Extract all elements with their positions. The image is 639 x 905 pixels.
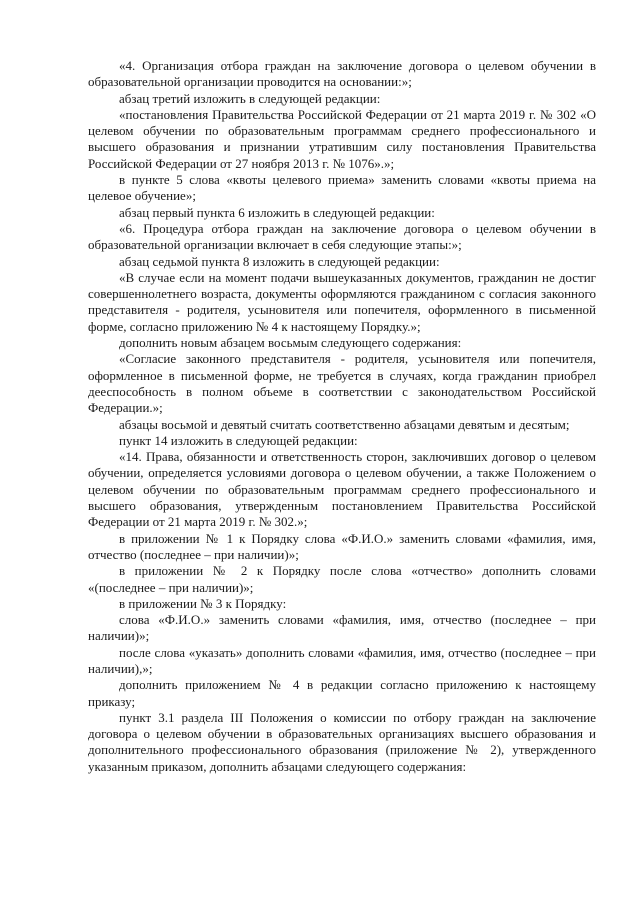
paragraph: в пункте 5 слова «квоты целевого приема» заменить словами «квоты приема на целевое обучение»;	[88, 172, 596, 204]
document-body	[88, 58, 596, 775]
paragraph: пункт 3.1 раздела III Положения о комиссии по отбору граждан на заключение договора о целевом обучении в образовательных организациях высшего образования и дополнительного профессионального образования (приложение № 2), утвержденного указанным приказом, дополнить абзацами следующего содержания:	[88, 709, 596, 774]
paragraph: в приложении № 3 к Порядку:	[119, 595, 287, 611]
paragraph: «6. Процедура отбора граждан на заключение договора о целевом обучении в образовательной организации включает в себя следующие этапы:»;	[88, 220, 596, 253]
paragraph: пункт 14 изложить в следующей редакции:	[119, 432, 358, 448]
paragraph: «В случае если на момент подачи вышеуказанных документов, гражданин не достиг совершеннолетнего возраста, документы оформляются гражданином с согласия законного представителя - родителя, усыновителя или попечителя, оформленного в письменной форме, согласно приложению № 4 к настоящему Порядку.»;	[88, 269, 596, 334]
paragraph: «постановления Правительства Российской Федерации от 21 марта 2019 г. № 302 «О целевом обучении по образовательным программам среднего профессионального и высшего образования и признании утратившим силу постановления Правительства Российской Федерации от 27 ноября 2013 г. № 1076».»;	[88, 106, 596, 171]
paragraph: «14. Права, обязанности и ответственность сторон, заключивших договор о целевом обучении, определяется условиями договора о целевом обучении, а также Положением о целевом обучении по образовательным программам среднего профессионального и высшего образования, утвержденным постановлением Правительства Российской Федерации от 21 марта 2019 г. № 302.»;	[88, 449, 596, 530]
paragraph: дополнить новым абзацем восьмым следующего содержания:	[119, 335, 462, 351]
paragraph: абзац седьмой пункта 8 изложить в следующей редакции:	[119, 253, 440, 269]
paragraph: в приложении № 2 к Порядку после слова «отчество» дополнить словами «(последнее – при наличии)»;	[88, 563, 596, 595]
paragraph: «Согласие законного представителя - родителя, усыновителя или попечителя, оформленное в письменной форме, не требуется в случаях, когда гражданин приобрел дееспособность в полном объеме в соответствии с законодательством Российской Федерации.»;	[88, 351, 596, 416]
paragraph: после слова «указать» дополнить словами «фамилия, имя, отчество (последнее – при наличии),»;	[88, 644, 596, 676]
paragraph: слова «Ф.И.О.» заменить словами «фамилия, имя, отчество (последнее – при наличии)»;	[88, 612, 596, 644]
paragraph: абзац третий изложить в следующей редакции:	[119, 90, 381, 106]
paragraph: дополнить приложением № 4 в редакции согласно приложению к настоящему приказу;	[88, 677, 596, 709]
paragraph: абзац первый пункта 6 изложить в следующей редакции:	[119, 204, 435, 220]
paragraph: абзацы восьмой и девятый считать соответственно абзацами девятым и десятым;	[119, 416, 570, 432]
paragraph: в приложении № 1 к Порядку слова «Ф.И.О.» заменить словами «фамилия, имя, отчество (последнее – при наличии)»;	[88, 530, 596, 562]
paragraph: «4. Организация отбора граждан на заключение договора о целевом обучении в образовательной организации проводится на основании:»;	[88, 58, 596, 90]
